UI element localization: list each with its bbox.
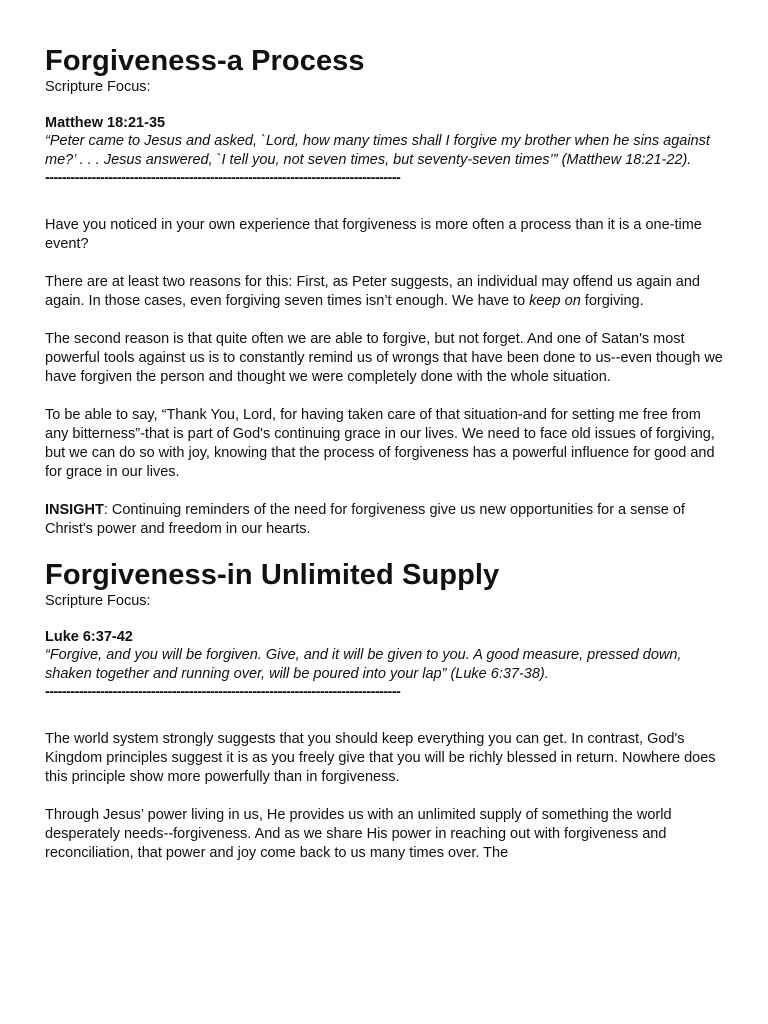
scripture-reference: Luke 6:37-42 (45, 629, 133, 645)
paragraph: Through Jesus’ power living in us, He provides us with an unlimited supply of something the world desperately needs--forgiveness. And as we share His power in reaching out with forgiveness and reconciliation, that power and joy come back to us many times over. The (45, 807, 672, 861)
insight-text: : Continuing reminders of the need for forgiveness give us new opportunities for a sense of Christ's power and freedom in our hearts. (45, 502, 685, 537)
scripture-focus-label: Scripture Focus: (45, 593, 151, 609)
section-title: Forgiveness-a Process (45, 45, 365, 77)
insight-paragraph (45, 501, 728, 539)
paragraph-text: There are at least two reasons for this: First, as Peter suggests, an individual may offend us again and again. In those cases, even forgiving seven times isn’t enough. We have to (45, 274, 700, 309)
scripture-focus-label: Scripture Focus: (45, 79, 151, 95)
scripture-quote: “Peter came to Jesus and asked, `Lord, how many times shall I forgive my brother when he sins against me?’ . . . Jesus answered, `I tell you, not seven times, but seventy-seven times’” (Matthew 18:21-22). (45, 133, 710, 168)
paragraph-text-tail: forgiving. (580, 293, 644, 309)
scripture-quote: “Forgive, and you will be forgiven. Give, and it will be given to you. A good measure, pressed down, shaken together and running over, will be poured into your lap” (Luke 6:37-38). (45, 647, 682, 682)
section-title: Forgiveness-in Unlimited Supply (45, 559, 500, 591)
devotional-section (45, 558, 728, 863)
paragraph: To be able to say, “Thank You, Lord, for having taken care of that situation-and for setting me free from any bitterness”-that is part of God's continuing grace in our lives. We need to face old issues of forgiving, but we can do so with joy, knowing that the process of forgiveness has a powerful influence for good and for grace in our lives. (45, 407, 715, 480)
paragraph (45, 273, 728, 311)
insight-label: INSIGHT (45, 502, 104, 518)
divider-line: ------------------------------------------------------------------------------------ (45, 684, 401, 700)
emphasis-text: keep on (529, 293, 581, 309)
scripture-reference: Matthew 18:21-35 (45, 115, 166, 131)
paragraph: The world system strongly suggests that you should keep everything you can get. In contrast, God's Kingdom principles suggest it is as you freely give that you will be richly blessed in return. Nowhere does this principle show more powerfully than in forgiveness. (45, 731, 716, 785)
devotional-section (45, 44, 728, 539)
divider-line: ------------------------------------------------------------------------------------ (45, 170, 401, 186)
paragraph: Have you noticed in your own experience that forgiveness is more often a process than it is a one-time event? (45, 217, 702, 252)
paragraph: The second reason is that quite often we are able to forgive, but not forget. And one of Satan's most powerful tools against us is to constantly remind us of wrongs that have been done to us--even though we have forgiven the person and thought we were completely done with the whole situation. (45, 331, 723, 385)
